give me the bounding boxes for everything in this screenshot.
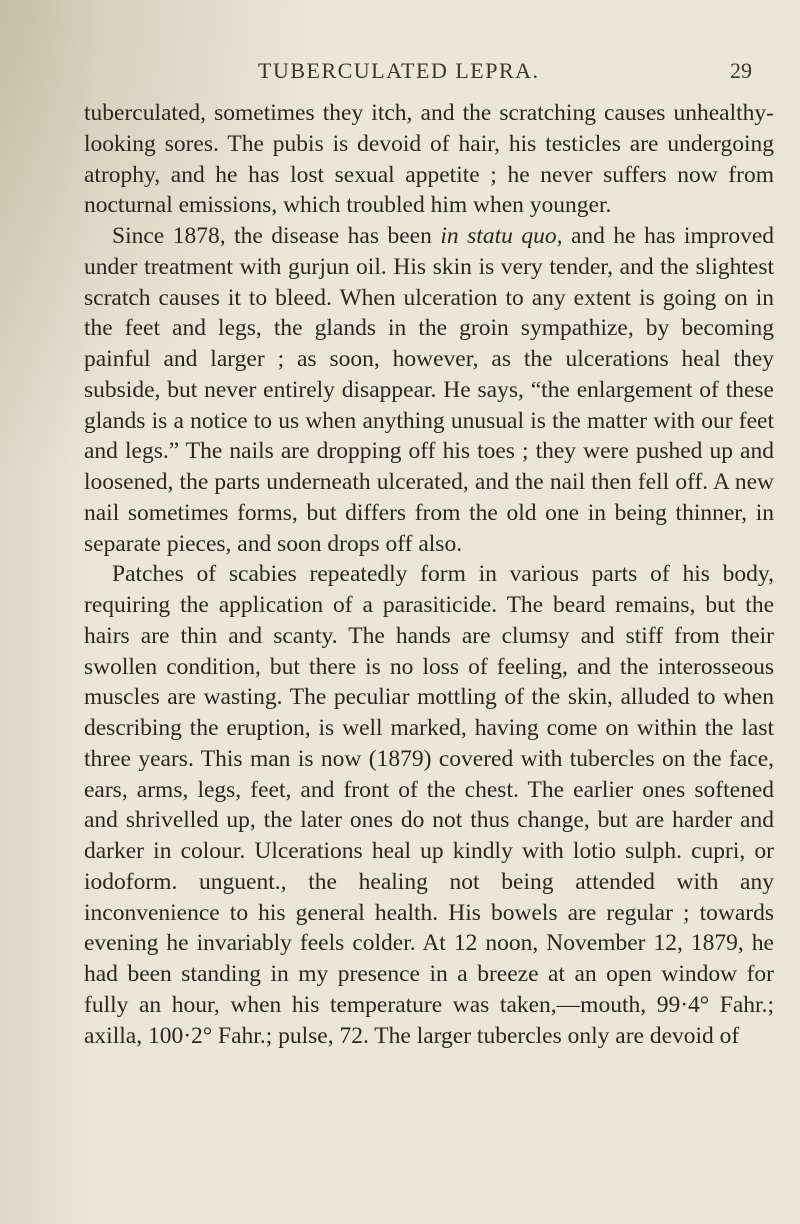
page-number: 29 xyxy=(730,58,752,83)
paragraph-3: Patches of scabies repeatedly form in various parts of his body, requiring the application of a parasiticide. The beard remains, but the hairs are thin and scanty. The hands are clumsy and stiff from their swollen condition, but there is no loss of feeling, and the interosseous muscles are wasting. The peculiar mottling of the skin, alluded to when describing the eruption, is well marked, having come on within the last three years. This man is now (1879) covered with tubercles on the face, ears, arms, legs, feet, and front of the chest. The earlier ones softened and shrivelled up, the later ones do not thus change, but are harder and darker in colour. Ulcerations heal up kindly with lotio sulph. cupri, or iodoform. unguent., the healing not being attended with any inconvenience to his general health. His bowels are regular ; towards evening he invariably feels colder. At 12 noon, November 12, 1879, he had been standing in my presence in a breeze at an open window for fully an hour, when his temperature was taken,—mouth, 99·4° Fahr.; axilla, 100·2° Fahr.; pulse, 72. The larger tubercles only are devoid of xyxy=(84,561,774,1049)
paragraph-2-rest: and he has improved under treatment with gurjun oil. His skin is very tender, and the slightest scratch causes it to bleed. When ulceration to any extent is going on in the feet and legs, the glands in the groin sympathize, by becoming painful and larger ; as soon, however, as the ulcerations heal they subside, but never entirely disappear. He says, “the enlargement of these glands is a notice to us when anything unusual is the matter with our feet and legs.” The nails are dropping off his toes ; they were pushed up and loosened, the parts underneath ulcerated, and the nail then fell off. A new nail sometimes forms, but differs from the old one in being thinner, in separate pieces, and soon drops off also. xyxy=(84,223,774,557)
paragraph-1: tuberculated, sometimes they itch, and the scratching causes unhealthy-looking sores. The pubis is devoid of hair, his testicles are undergoing atrophy, and he has lost sexual appetite ; he never suffers now from nocturnal emissions, which troubled him when younger. xyxy=(84,100,774,219)
paragraph-2 xyxy=(84,221,774,559)
running-title: TUBERCULATED LEPRA. xyxy=(258,58,540,83)
running-head xyxy=(0,58,800,88)
paragraph-2-start: Since 1878, the disease has been xyxy=(112,223,441,249)
body-text xyxy=(84,98,774,1051)
italic-phrase: in statu quo, xyxy=(440,223,563,249)
